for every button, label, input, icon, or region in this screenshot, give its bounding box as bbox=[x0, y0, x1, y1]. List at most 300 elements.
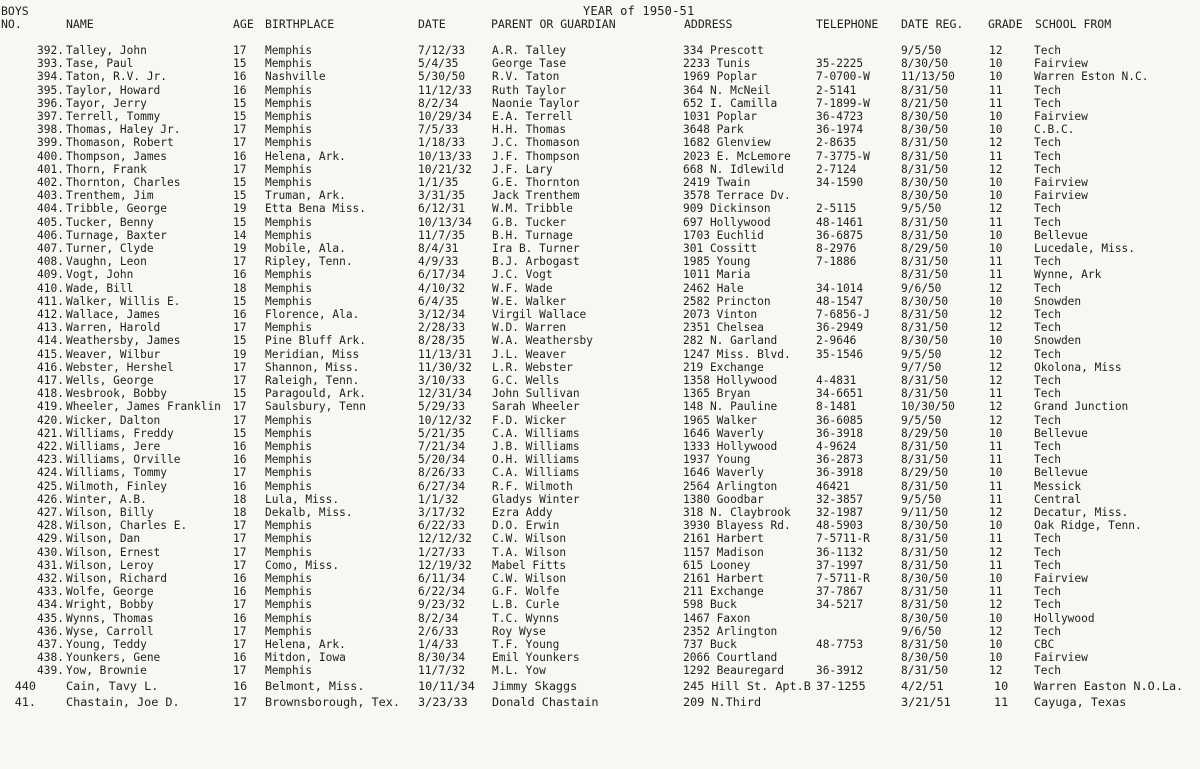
student-telephone: 36-1974 bbox=[816, 123, 864, 137]
school-from: Tech bbox=[1034, 162, 1061, 176]
student-name: Talley, John bbox=[66, 44, 147, 57]
table-row bbox=[0, 136, 1200, 149]
table-row bbox=[0, 532, 1200, 545]
school-from: Tech bbox=[1034, 440, 1061, 453]
student-number: 402. bbox=[37, 176, 64, 189]
student-address: 1965 Walker bbox=[683, 413, 758, 427]
student-name: Wolfe, George bbox=[66, 585, 154, 599]
birth-date: 5/30/50 bbox=[418, 70, 466, 84]
student-address: 1333 Hollywood bbox=[683, 440, 778, 453]
school-from: Tech bbox=[1034, 136, 1061, 150]
student-address: 1682 Glenview bbox=[683, 136, 771, 150]
student-address: 652 I. Camilla bbox=[683, 96, 778, 110]
student-name: Tase, Paul bbox=[66, 57, 134, 71]
parent-guardian: B.H. Turnage bbox=[492, 228, 573, 242]
school-from: Tech bbox=[1034, 624, 1061, 638]
student-age: 17 bbox=[233, 360, 247, 374]
student-birthplace: Memphis bbox=[265, 96, 313, 110]
student-address: 1646 Waverly bbox=[683, 426, 764, 440]
header-date: DATE bbox=[418, 17, 446, 31]
student-number: 418. bbox=[37, 387, 64, 401]
student-grade: 11 bbox=[989, 96, 1003, 110]
student-name: Weaver, Wilbur bbox=[66, 347, 161, 361]
school-from: Tech bbox=[1034, 585, 1061, 599]
date-registered: 8/30/50 bbox=[901, 57, 949, 71]
student-age: 16 bbox=[233, 585, 247, 599]
student-number: 395. bbox=[37, 83, 64, 97]
school-from: Bellevue bbox=[1034, 466, 1088, 480]
student-telephone: 2-9646 bbox=[816, 334, 857, 348]
student-number: 420. bbox=[37, 413, 64, 427]
student-age: 16 bbox=[233, 83, 247, 97]
student-telephone: 48-7753 bbox=[816, 638, 864, 651]
parent-guardian: Ruth Taylor bbox=[492, 83, 567, 97]
student-age: 16 bbox=[233, 679, 248, 693]
table-row bbox=[0, 229, 1200, 242]
parent-guardian: Ezra Addy bbox=[492, 506, 553, 519]
student-number: 411. bbox=[37, 294, 64, 308]
student-address: 1157 Madison bbox=[683, 545, 764, 559]
date-registered: 8/30/50 bbox=[901, 294, 949, 308]
date-registered: 8/29/50 bbox=[901, 242, 949, 255]
student-address: 737 Buck bbox=[683, 638, 737, 651]
student-address: 1365 Bryan bbox=[683, 387, 751, 401]
student-number: 425. bbox=[37, 479, 64, 493]
student-telephone: 36-2873 bbox=[816, 453, 864, 467]
table-row bbox=[0, 348, 1200, 361]
student-number: 403. bbox=[37, 189, 64, 203]
student-address: 697 Hollywood bbox=[683, 215, 771, 229]
birth-date: 3/10/33 bbox=[418, 374, 466, 387]
student-age: 17 bbox=[233, 519, 247, 533]
birth-date: 1/18/33 bbox=[418, 136, 466, 150]
student-number: 419. bbox=[37, 400, 64, 414]
student-age: 19 bbox=[233, 202, 247, 216]
parent-guardian: Mabel Fitts bbox=[492, 558, 567, 572]
date-registered: 8/31/50 bbox=[901, 585, 949, 599]
student-grade: 11 bbox=[989, 149, 1003, 163]
parent-guardian: Gladys Winter bbox=[492, 492, 580, 506]
parent-guardian: T.C. Wynns bbox=[492, 611, 560, 625]
student-grade: 12 bbox=[989, 321, 1003, 335]
birth-date: 6/12/31 bbox=[418, 202, 466, 216]
date-registered: 8/30/50 bbox=[901, 572, 949, 585]
student-number: 401. bbox=[37, 162, 64, 176]
student-age: 14 bbox=[233, 228, 247, 242]
school-from: Tech bbox=[1034, 83, 1061, 97]
student-number: 436. bbox=[37, 624, 64, 638]
date-registered: 8/30/50 bbox=[901, 176, 949, 189]
student-age: 18 bbox=[233, 492, 247, 506]
student-telephone: 34-5217 bbox=[816, 598, 864, 612]
student-birthplace: Memphis bbox=[265, 479, 313, 493]
student-number: 408. bbox=[37, 255, 64, 269]
date-registered: 8/31/50 bbox=[901, 136, 949, 150]
student-grade: 10 bbox=[989, 70, 1003, 84]
birth-date: 1/1/32 bbox=[418, 492, 459, 506]
birth-date: 3/12/34 bbox=[418, 308, 466, 321]
student-name: Thornton, Charles bbox=[66, 176, 181, 189]
school-from: Decatur, Miss. bbox=[1034, 506, 1129, 519]
student-grade: 10 bbox=[989, 572, 1003, 585]
student-telephone: 7-1899-W bbox=[816, 96, 870, 110]
school-from: Tech bbox=[1034, 413, 1061, 427]
student-grade: 10 bbox=[989, 426, 1003, 440]
table-row bbox=[0, 282, 1200, 295]
parent-guardian: G.F. Wolfe bbox=[492, 585, 560, 599]
school-from: Tech bbox=[1034, 347, 1061, 361]
student-grade: 10 bbox=[989, 638, 1003, 651]
birth-date: 8/26/33 bbox=[418, 466, 466, 480]
date-registered: 9/7/50 bbox=[901, 360, 942, 374]
date-registered: 8/30/50 bbox=[901, 611, 949, 625]
school-from: Okolona, Miss bbox=[1034, 360, 1122, 374]
table-row bbox=[0, 546, 1200, 559]
school-from: Tech bbox=[1034, 44, 1061, 57]
student-age: 16 bbox=[233, 70, 247, 84]
birth-date: 1/4/33 bbox=[418, 638, 459, 651]
student-birthplace: Helena, Ark. bbox=[265, 149, 346, 163]
student-age: 16 bbox=[233, 440, 247, 453]
birth-date: 6/22/34 bbox=[418, 585, 466, 599]
student-address: 301 Cossitt bbox=[683, 242, 758, 255]
student-birthplace: Memphis bbox=[265, 440, 313, 453]
student-telephone: 4-4831 bbox=[816, 374, 857, 387]
student-birthplace: Memphis bbox=[265, 281, 313, 295]
table-row bbox=[0, 84, 1200, 97]
student-age: 17 bbox=[233, 558, 247, 572]
student-number: 393. bbox=[37, 57, 64, 71]
table-row bbox=[0, 612, 1200, 625]
table-row bbox=[0, 493, 1200, 506]
student-address: 1467 Faxon bbox=[683, 611, 751, 625]
parent-guardian: W.D. Warren bbox=[492, 321, 567, 335]
student-telephone: 7-5711-R bbox=[816, 532, 870, 546]
student-name: Thomas, Haley Jr. bbox=[66, 123, 181, 137]
school-from: Fairview bbox=[1034, 189, 1088, 203]
table-row bbox=[0, 150, 1200, 163]
student-grade: 12 bbox=[989, 664, 1003, 678]
header-no: NO. bbox=[1, 17, 22, 31]
table-row bbox=[0, 696, 1200, 709]
birth-date: 4/9/33 bbox=[418, 255, 459, 269]
student-birthplace: Memphis bbox=[265, 466, 313, 480]
student-number: 432. bbox=[37, 572, 64, 585]
student-telephone: 2-8635 bbox=[816, 136, 857, 150]
date-registered: 8/31/50 bbox=[901, 374, 949, 387]
student-birthplace: Memphis bbox=[265, 162, 313, 176]
student-address: 1292 Beauregard bbox=[683, 664, 785, 678]
student-number: 41. bbox=[14, 695, 36, 709]
student-birthplace: Memphis bbox=[265, 321, 313, 335]
school-from: Bellevue bbox=[1034, 426, 1088, 440]
school-from: Tech bbox=[1034, 664, 1061, 678]
student-age: 15 bbox=[233, 215, 247, 229]
header-birthplace: BIRTHPLACE bbox=[265, 17, 335, 31]
student-telephone: 7-0700-W bbox=[816, 70, 870, 84]
parent-guardian: J.B. Williams bbox=[492, 440, 580, 453]
student-age: 17 bbox=[233, 123, 247, 137]
student-address: 209 N.Third bbox=[683, 695, 762, 709]
parent-guardian: Roy Wyse bbox=[492, 624, 546, 638]
student-number: 427. bbox=[37, 506, 64, 519]
date-registered: 8/31/50 bbox=[901, 308, 949, 321]
student-telephone: 8-1481 bbox=[816, 400, 857, 414]
parent-guardian: R.V. Taton bbox=[492, 70, 560, 84]
header-date-reg: DATE REG. bbox=[901, 17, 964, 31]
school-from: Fairview bbox=[1034, 176, 1088, 189]
student-name: Turner, Clyde bbox=[66, 242, 154, 255]
student-telephone: 2-5115 bbox=[816, 202, 857, 216]
table-row bbox=[0, 163, 1200, 176]
student-name: Wilson, Billy bbox=[66, 506, 154, 519]
birth-date: 11/7/32 bbox=[418, 664, 466, 678]
parent-guardian: Ira B. Turner bbox=[492, 242, 580, 255]
student-number: 424. bbox=[37, 466, 64, 480]
student-telephone: 4-9624 bbox=[816, 440, 857, 453]
student-address: 1380 Goodbar bbox=[683, 492, 764, 506]
student-number: 413. bbox=[37, 321, 64, 335]
school-from: Tech bbox=[1034, 321, 1061, 335]
student-name: Webster, Hershel bbox=[66, 360, 174, 374]
student-telephone: 46421 bbox=[816, 479, 850, 493]
parent-guardian: G.B. Tucker bbox=[492, 215, 567, 229]
student-grade: 12 bbox=[989, 360, 1003, 374]
student-name: Thomason, Robert bbox=[66, 136, 174, 150]
birth-date: 10/13/34 bbox=[418, 215, 472, 229]
student-grade: 11 bbox=[994, 695, 1009, 709]
birth-date: 12/19/32 bbox=[418, 558, 472, 572]
student-address: 282 N. Garland bbox=[683, 334, 778, 348]
student-age: 17 bbox=[233, 624, 247, 638]
table-row bbox=[0, 44, 1200, 57]
student-birthplace: Memphis bbox=[265, 268, 313, 282]
student-telephone: 7-1886 bbox=[816, 255, 857, 269]
parent-guardian: Jimmy Skaggs bbox=[492, 679, 578, 693]
birth-date: 6/17/34 bbox=[418, 268, 466, 282]
table-row bbox=[0, 255, 1200, 268]
student-grade: 11 bbox=[989, 268, 1003, 282]
student-birthplace: Brownsborough, Tex. bbox=[265, 695, 400, 709]
student-age: 18 bbox=[233, 281, 247, 295]
student-number: 392. bbox=[37, 44, 64, 57]
student-grade: 11 bbox=[989, 479, 1003, 493]
student-telephone: 2-5141 bbox=[816, 83, 857, 97]
date-registered: 9/11/50 bbox=[901, 506, 949, 519]
student-number: 404. bbox=[37, 202, 64, 216]
birth-date: 12/12/32 bbox=[418, 532, 472, 546]
student-birthplace: Memphis bbox=[265, 598, 313, 612]
student-age: 15 bbox=[233, 96, 247, 110]
student-telephone: 34-1590 bbox=[816, 176, 864, 189]
table-row bbox=[0, 189, 1200, 202]
date-registered: 4/2/51 bbox=[901, 679, 944, 693]
student-number: 405. bbox=[37, 215, 64, 229]
date-registered: 8/31/50 bbox=[901, 255, 949, 269]
student-grade: 12 bbox=[989, 545, 1003, 559]
student-grade: 12 bbox=[989, 374, 1003, 387]
school-from: Tech bbox=[1034, 255, 1061, 269]
birth-date: 7/12/33 bbox=[418, 44, 466, 57]
student-telephone: 36-2949 bbox=[816, 321, 864, 335]
table-row bbox=[0, 242, 1200, 255]
student-name: Trenthem, Jim bbox=[66, 189, 154, 203]
table-row bbox=[0, 414, 1200, 427]
school-from: Tech bbox=[1034, 532, 1061, 546]
birth-date: 5/29/33 bbox=[418, 400, 466, 414]
student-grade: 12 bbox=[989, 162, 1003, 176]
student-birthplace: Memphis bbox=[265, 294, 313, 308]
student-birthplace: Shannon, Miss. bbox=[265, 360, 360, 374]
student-birthplace: Memphis bbox=[265, 532, 313, 546]
table-row bbox=[0, 202, 1200, 215]
student-grade: 11 bbox=[989, 440, 1003, 453]
student-age: 18 bbox=[233, 506, 247, 519]
parent-guardian: L.B. Curle bbox=[492, 598, 560, 612]
student-birthplace: Memphis bbox=[265, 624, 313, 638]
student-number: 417. bbox=[37, 374, 64, 387]
table-row bbox=[0, 585, 1200, 598]
parent-guardian: G.C. Wells bbox=[492, 374, 560, 387]
parent-guardian: C.W. Wilson bbox=[492, 532, 567, 546]
student-name: Thompson, James bbox=[66, 149, 168, 163]
table-row bbox=[0, 400, 1200, 413]
student-grade: 10 bbox=[989, 189, 1003, 203]
parent-guardian: Sarah Wheeler bbox=[492, 400, 580, 414]
student-number: 400. bbox=[37, 149, 64, 163]
date-registered: 8/31/50 bbox=[901, 83, 949, 97]
birth-date: 11/30/32 bbox=[418, 360, 472, 374]
school-from: Cayuga, Texas bbox=[1034, 695, 1127, 709]
student-birthplace: Memphis bbox=[265, 83, 313, 97]
student-age: 17 bbox=[233, 545, 247, 559]
student-birthplace: Pine Bluff Ark. bbox=[265, 334, 367, 348]
student-number: 398. bbox=[37, 123, 64, 137]
student-name: Weathersby, James bbox=[66, 334, 181, 348]
student-number: 397. bbox=[37, 110, 64, 123]
student-number: 428. bbox=[37, 519, 64, 533]
student-birthplace: Mobile, Ala. bbox=[265, 242, 346, 255]
table-row bbox=[0, 664, 1200, 677]
table-row bbox=[0, 598, 1200, 611]
student-name: Wheeler, James Franklin bbox=[66, 400, 221, 414]
parent-guardian: G.E. Thornton bbox=[492, 176, 580, 189]
student-grade: 11 bbox=[989, 255, 1003, 269]
student-telephone: 32-3857 bbox=[816, 492, 864, 506]
parent-guardian: John Sullivan bbox=[492, 387, 580, 401]
birth-date: 6/11/34 bbox=[418, 572, 466, 585]
student-address: 364 N. McNeil bbox=[683, 83, 771, 97]
table-row bbox=[0, 651, 1200, 664]
table-row bbox=[0, 308, 1200, 321]
birth-date: 1/27/33 bbox=[418, 545, 466, 559]
table-row bbox=[0, 572, 1200, 585]
student-grade: 12 bbox=[989, 308, 1003, 321]
student-grade: 12 bbox=[989, 506, 1003, 519]
student-grade: 12 bbox=[989, 347, 1003, 361]
date-registered: 9/5/50 bbox=[901, 492, 942, 506]
header-address: ADDRESS bbox=[684, 17, 733, 31]
student-number: 421. bbox=[37, 426, 64, 440]
date-registered: 9/5/50 bbox=[901, 347, 942, 361]
student-birthplace: Memphis bbox=[265, 123, 313, 137]
date-registered: 8/30/50 bbox=[901, 123, 949, 137]
parent-guardian: W.A. Weathersby bbox=[492, 334, 594, 348]
parent-guardian: D.O. Erwin bbox=[492, 519, 560, 533]
student-number: 429. bbox=[37, 532, 64, 546]
student-birthplace: Memphis bbox=[265, 664, 313, 678]
student-name: Tucker, Benny bbox=[66, 215, 154, 229]
student-age: 16 bbox=[233, 572, 247, 585]
student-grade: 10 bbox=[989, 651, 1003, 665]
table-row bbox=[0, 176, 1200, 189]
header-telephone: TELEPHONE bbox=[816, 17, 879, 31]
student-grade: 10 bbox=[989, 466, 1003, 480]
student-name: Cain, Tavy L. bbox=[66, 679, 159, 693]
student-age: 19 bbox=[233, 242, 247, 255]
student-address: 245 Hill St. Apt.B bbox=[683, 679, 811, 693]
student-name: Williams, Tommy bbox=[66, 466, 168, 480]
student-name: Tribble, George bbox=[66, 202, 168, 216]
student-name: Thorn, Frank bbox=[66, 162, 147, 176]
student-grade: 10 bbox=[989, 228, 1003, 242]
student-age: 17 bbox=[233, 321, 247, 335]
table-row bbox=[0, 97, 1200, 110]
birth-date: 7/21/34 bbox=[418, 440, 466, 453]
student-grade: 12 bbox=[989, 400, 1003, 414]
school-from: Tech bbox=[1034, 215, 1061, 229]
student-telephone: 37-1997 bbox=[816, 558, 864, 572]
student-address: 1985 Young bbox=[683, 255, 751, 269]
birth-date: 2/6/33 bbox=[418, 624, 459, 638]
student-grade: 11 bbox=[989, 387, 1003, 401]
student-telephone: 48-5903 bbox=[816, 519, 864, 533]
parent-guardian: R.F. Wilmoth bbox=[492, 479, 573, 493]
date-registered: 8/31/50 bbox=[901, 545, 949, 559]
student-address: 3930 Blayess Rd. bbox=[683, 519, 791, 533]
table-row bbox=[0, 638, 1200, 651]
student-grade: 12 bbox=[989, 413, 1003, 427]
parent-guardian: C.A. Williams bbox=[492, 426, 580, 440]
header-school-from: SCHOOL FROM bbox=[1035, 17, 1112, 31]
student-number: 415. bbox=[37, 347, 64, 361]
student-address: 148 N. Pauline bbox=[683, 400, 778, 414]
student-telephone: 35-1546 bbox=[816, 347, 864, 361]
student-address: 2352 Arlington bbox=[683, 624, 778, 638]
table-row bbox=[0, 427, 1200, 440]
student-grade: 10 bbox=[989, 519, 1003, 533]
student-telephone: 32-1987 bbox=[816, 506, 864, 519]
student-age: 15 bbox=[233, 176, 247, 189]
school-from: Tech bbox=[1034, 202, 1061, 216]
date-registered: 8/30/50 bbox=[901, 519, 949, 533]
student-address: 2419 Twain bbox=[683, 176, 751, 189]
student-name: Walker, Willis E. bbox=[66, 294, 181, 308]
student-birthplace: Mitdon, Iowa bbox=[265, 651, 346, 665]
birth-date: 10/13/33 bbox=[418, 149, 472, 163]
student-name: Wyse, Carroll bbox=[66, 624, 154, 638]
student-number: 435. bbox=[37, 611, 64, 625]
student-telephone: 48-1547 bbox=[816, 294, 864, 308]
student-birthplace: Memphis bbox=[265, 611, 313, 625]
table-row bbox=[0, 506, 1200, 519]
student-grade: 10 bbox=[989, 242, 1003, 255]
student-number: 434. bbox=[37, 598, 64, 612]
header-name: NAME bbox=[66, 17, 94, 31]
student-birthplace: Saulsbury, Tenn bbox=[265, 400, 367, 414]
student-birthplace: Memphis bbox=[265, 136, 313, 150]
school-from: Warren Easton N.O.La. bbox=[1034, 679, 1184, 693]
